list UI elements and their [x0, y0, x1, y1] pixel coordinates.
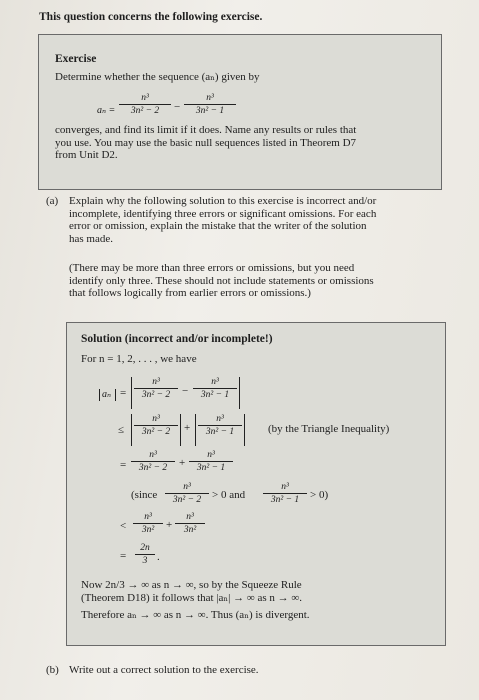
row6-period: .	[157, 551, 160, 563]
row2-plus: +	[184, 422, 191, 434]
row1-minus: −	[182, 385, 189, 397]
formula-lhs: aₙ =	[97, 105, 116, 116]
exercise-text: converges, and find its limit if it does. Name any results or rules that you use. You may use the basic null sequences listed in Theorem D7 from Unit D2.	[55, 124, 357, 161]
exercise-box	[38, 34, 442, 190]
row1-eq: =	[120, 387, 127, 399]
part-b-text: Write out a correct solution to the exercise.	[69, 664, 259, 676]
solution-heading: Solution (incorrect and/or incomplete!)	[81, 333, 273, 345]
part-b-label: (b)	[46, 664, 59, 676]
exercise-prompt: Determine whether the sequence (aₙ) given by	[55, 71, 260, 83]
row3-frac-1: $\frac{\text{n³}}{\text{3n² − 2}}$	[131, 450, 175, 473]
intro-text: This question concerns the following exercise.	[39, 11, 263, 23]
row6-eq: =	[120, 550, 127, 562]
solution-box	[66, 322, 446, 646]
row2-le: ≤	[118, 424, 125, 436]
row3-frac-2: $\frac{\text{n³}}{\text{3n² − 1}}$	[189, 450, 233, 473]
part-a-note: (There may be more than three errors or omissions, but you need identify only three. These should not include statements or omissions that follows logically from earlier errors or omissions.)	[69, 262, 374, 299]
exercise-heading: Exercise	[55, 53, 97, 65]
row2-frac-2: $\frac{\text{n³}}{\text{3n² − 1}}$	[198, 414, 242, 437]
row5-frac-1: $\frac{\text{n³}}{\text{3n²}}$	[133, 512, 163, 535]
row1-frac-2: $\frac{\text{n³}}{\text{3n² − 1}}$	[193, 377, 237, 400]
row5-frac-2: $\frac{\text{n³}}{\text{3n²}}$	[175, 512, 205, 535]
since-frac-1: $\frac{\text{n³}}{\text{3n² − 2}}$	[165, 482, 209, 505]
formula-frac-1: $\frac{\text{n³}}{\text{3n² − 2}}$	[119, 93, 171, 116]
formula-minus: −	[174, 101, 181, 113]
row3-eq: =	[120, 459, 127, 471]
since-mid: > 0 and	[212, 489, 246, 501]
solution-for-line: For n = 1, 2, . . . , we have	[81, 353, 197, 365]
formula-frac-2: $\frac{\text{n³}}{\text{3n² − 1}}$	[184, 93, 236, 116]
since-open: (since	[131, 489, 158, 501]
part-a-label: (a)	[46, 195, 59, 207]
since-frac-2: $\frac{\text{n³}}{\text{3n² − 1}}$	[263, 482, 307, 505]
row5-lt: <	[120, 520, 127, 532]
abs-an: aₙ	[102, 389, 112, 400]
row6-frac: $\frac{2n}{3}$	[135, 543, 155, 566]
since-end: > 0)	[310, 489, 329, 501]
conclusion-text: Now 2n/3 → ∞ as n → ∞, so by the Squeeze Rule (Theorem D18) it follows that |aₙ| → ∞ as n → ∞. Therefore aₙ → ∞ as n → ∞. Thus (aₙ) is divergent.	[81, 579, 310, 621]
part-a-text: Explain why the following solution to this exercise is incorrect and/or incomplete, identifying three errors or significant omissions. For each error or omission, explain the mistake that the writer of the solution has made.	[69, 195, 377, 245]
row5-plus: +	[166, 519, 173, 531]
row1-frac-1: $\frac{\text{n³}}{\text{3n² − 2}}$	[134, 377, 178, 400]
row3-plus: +	[179, 457, 186, 469]
row2-frac-1: $\frac{\text{n³}}{\text{3n² − 2}}$	[134, 414, 178, 437]
triangle-note: (by the Triangle Inequality)	[268, 423, 390, 435]
